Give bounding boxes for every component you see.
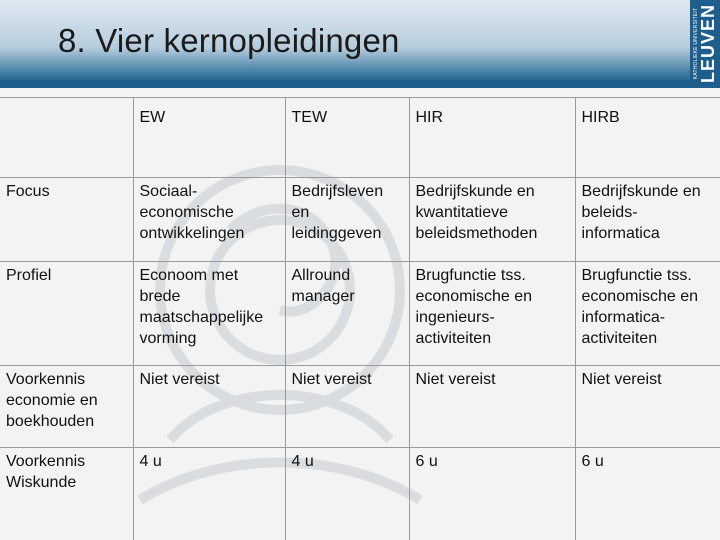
table-cell: Brugfunctie tss. economische en ingenieurs-activiteiten (409, 262, 575, 366)
table-cell: Niet vereist (575, 366, 720, 448)
row-label: Voorkennis Wiskunde (0, 448, 133, 540)
table-cell: Bedrijfskunde en beleids-informatica (575, 178, 720, 262)
header-cell-ew: EW (133, 98, 285, 178)
table-cell: Niet vereist (133, 366, 285, 448)
table-cell: Brugfunctie tss. economische en informatica-activiteiten (575, 262, 720, 366)
table-row (0, 448, 720, 540)
logo-small-text: KATHOLIEKE UNIVERSITEIT (692, 7, 699, 79)
comparison-table (0, 97, 720, 540)
row-label: Voorkennis economie en boekhouden (0, 366, 133, 448)
header-cell-empty (0, 98, 133, 178)
table-row (0, 262, 720, 366)
university-logo (690, 0, 720, 86)
table-row (0, 366, 720, 448)
header-cell-hir: HIR (409, 98, 575, 178)
table-cell: 4 u (285, 448, 409, 540)
table-cell: 4 u (133, 448, 285, 540)
table-cell: 6 u (581, 453, 604, 470)
table-cell: Allround manager (285, 262, 409, 366)
header-cell-tew: TEW (285, 98, 409, 178)
table-cell: Niet vereist (285, 366, 409, 448)
row-label: Focus (0, 178, 133, 262)
table-cell: Niet vereist (409, 366, 575, 448)
header-cell-hirb: HIRB (575, 98, 720, 178)
header-band (0, 80, 720, 88)
table-header-row (0, 98, 720, 178)
logo-big-text: LEUVEN (697, 3, 718, 83)
slide-title: 8. Vier kernopleidingen (58, 22, 400, 59)
table-cell: Bedrijfskunde en kwantitatieve beleidsmethoden (409, 178, 575, 262)
table-row (0, 178, 720, 262)
table-cell: Bedrijfsleven en leidinggeven (285, 178, 409, 262)
table-cell: Econoom met brede maatschappelijke vorming (133, 262, 285, 366)
table-cell: Sociaal-economische ontwikkelingen (133, 178, 285, 262)
table-cell: 6 u (409, 448, 575, 540)
row-label: Profiel (0, 262, 133, 366)
